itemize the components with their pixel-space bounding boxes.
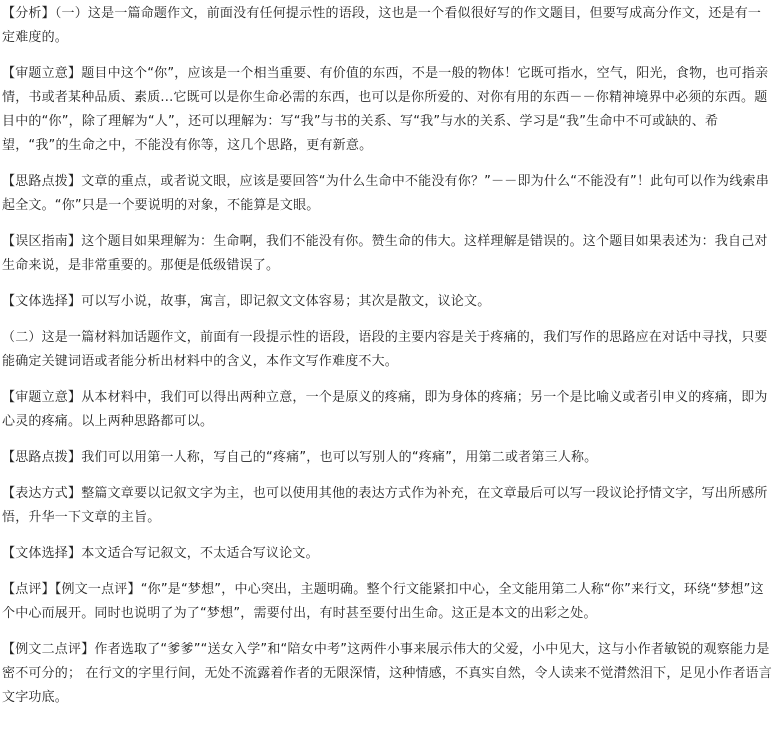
section-tag: 【例文二点评】: [2, 642, 95, 657]
paragraph-text: （二）这是一篇材料加话题作文，前面有一段提示性的语段，语段的主要内容是关于疼痛的，我们写作的思路应在对话中寻找，只要能确定关键词语或者能分析出材料中的含义，本作文写作难度不大。: [2, 330, 768, 369]
paragraph-text: （一）这是一篇命题作文，前面没有任何提示性的语段，这也是一个看似很好写的作文题目，但要写成高分作文，还是有一定难度的。: [2, 6, 762, 45]
paragraph-pitfalls: [2, 230, 774, 278]
paragraph-review-1: [2, 578, 774, 626]
paragraph-genre-1: [2, 290, 774, 314]
paragraph-genre-2: [2, 542, 774, 566]
section-tag: 【文体选择】: [2, 546, 82, 561]
section-tag: 【思路点拨】: [2, 174, 82, 189]
paragraph-analysis-2: [2, 326, 774, 374]
paragraph-text: 本文适合写记叙文，不太适合写议论文。: [81, 546, 319, 561]
paragraph-text: 题目中这个“你”，应该是一个相当重要、有价值的东西，不是一般的物体！它既可指水，空气，阳光，食物，也可指亲情，书或者某种品质、素质...它既可以是你生命必需的东西，也可以是你所爱的、对你有用的东西－－你精神境界中必须的东西。题目中的“你”，除了理解为“人”，还可以理解为：写“我”与书的关系、写“我”与水的关系、学习是“我”生命中不可或缺的、希望，“我”的生命之中，不能没有你等，这几个思路，更有新意。: [2, 66, 769, 153]
section-tag: 【文体选择】: [2, 294, 82, 309]
paragraph-topic-intent-1: [2, 62, 774, 158]
paragraph-topic-intent-2: [2, 386, 774, 434]
paragraph-review-2: [2, 638, 774, 710]
paragraph-analysis-1: [2, 2, 774, 50]
paragraph-text: 整篇文章要以记叙文字为主，也可以使用其他的表达方式作为补充，在文章最后可以写一段议论抒情文字，写出所感所悟，升华一下文章的主旨。: [2, 486, 768, 525]
paragraph-text: 这个题目如果理解为：生命啊，我们不能没有你。赞生命的伟大。这样理解是错误的。这个题目如果表述为：我自己对生命来说，是非常重要的。那便是低级错误了。: [2, 234, 768, 273]
section-tag: 【审题立意】: [2, 66, 82, 81]
paragraph-text: 从本材料中，我们可以得出两种立意，一个是原义的疼痛，即为身体的疼痛；另一个是比喻义或者引申义的疼痛，即为心灵的疼痛。以上两种思路都可以。: [2, 390, 768, 429]
section-tag: 【审题立意】: [2, 390, 82, 405]
section-tag: 【点评】【例文一点评】: [2, 582, 141, 597]
paragraph-text: “你”是“梦想”，中心突出，主题明确。整个行文能紧扣中心，全文能用第二人称“你”来行文，环绕“梦想”这个中心而展开。同时也说明了为了“梦想”，需要付出，有时甚至要付出生命。这正是本文的出彩之处。: [2, 582, 764, 621]
paragraph-approach-1: [2, 170, 774, 218]
paragraph-text: 作者选取了“爹爹”“送女入学”和“陪女中考”这两件小事来展示伟大的父爱，小中见大，这与小作者敏锐的观察能力是密不可分的； 在行文的字里行间，无处不流露着作者的无限深情，这种情感，不真实自然，令人读来不觉潸然泪下，足见小作者语言文字功底。: [2, 642, 772, 705]
section-tag: 【思路点拨】: [2, 450, 82, 465]
paragraph-expression: [2, 482, 774, 530]
section-tag: 【表达方式】: [2, 486, 82, 501]
paragraph-text: 文章的重点，或者说文眼，应该是要回答“为什么生命中不能没有你？”－－即为什么“不能没有”！此句可以作为线索串起全文。“你”只是一个要说明的对象，不能算是文眼。: [2, 174, 769, 213]
paragraph-text: 我们可以用第一人称，写自己的“疼痛”，也可以写别人的“疼痛”，用第二或者第三人称。: [81, 450, 598, 465]
section-tag: 【分析】: [2, 6, 55, 21]
paragraph-text: 可以写小说，故事，寓言，即记叙文文体容易；其次是散文，议论文。: [81, 294, 491, 309]
section-tag: 【误区指南】: [2, 234, 82, 249]
paragraph-approach-2: [2, 446, 774, 470]
